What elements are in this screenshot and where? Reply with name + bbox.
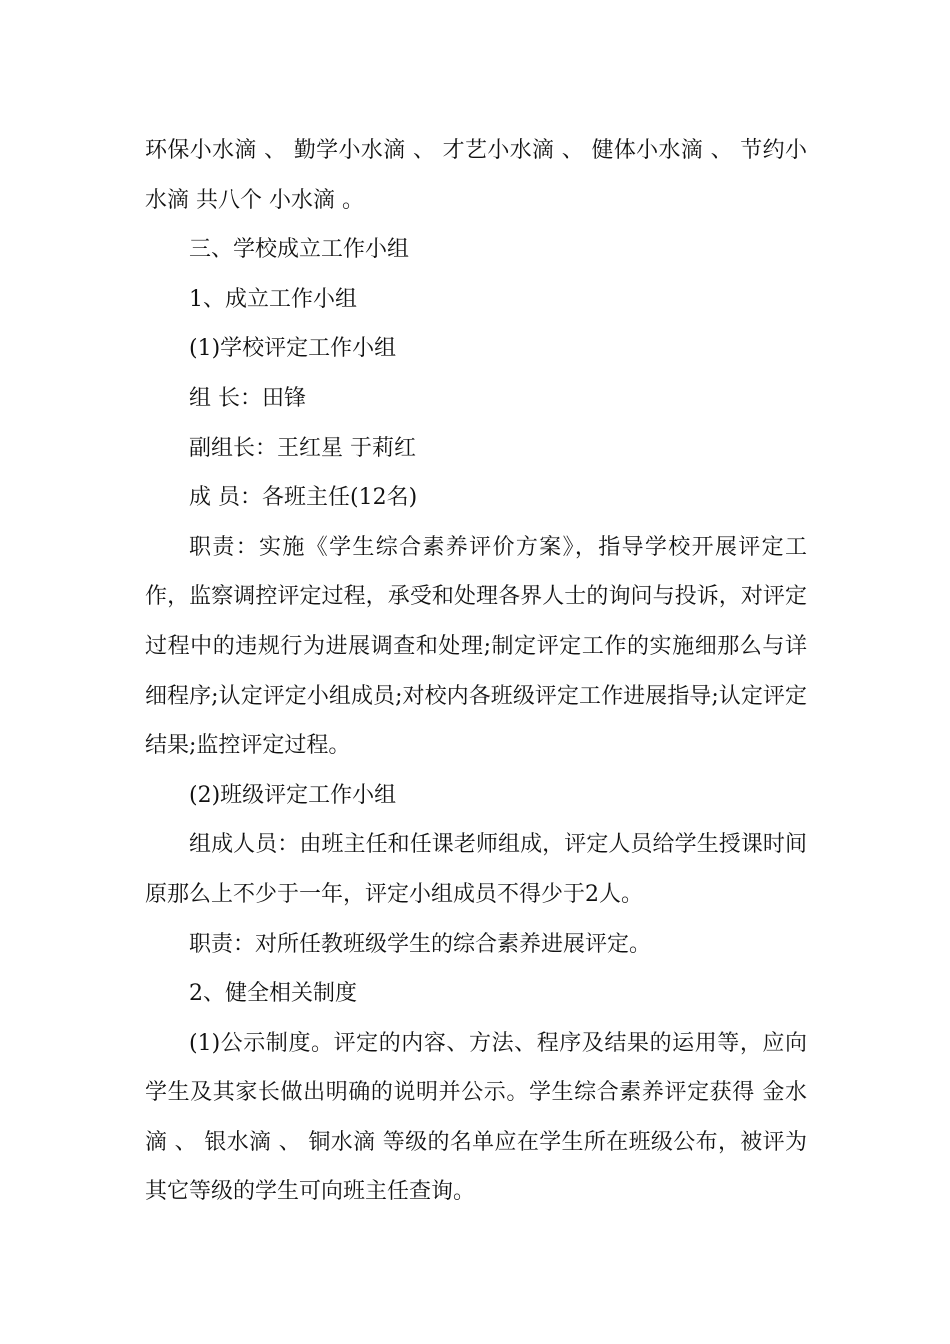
heading-school-group: (1)学校评定工作小组 [189, 336, 397, 362]
heading-class-group: (2)班级评定工作小组 [189, 782, 397, 808]
paragraph-class-members: 组成人员：由班主任和任课老师组成，评定人员给学生授课时间原那么上不少于一年，评定小组成员不得少于2人。 [145, 832, 807, 907]
heading-establish-group: 1、成立工作小组 [189, 286, 357, 312]
line-members: 成 员：各班主任(12名) [189, 485, 418, 511]
paragraph-publicity-system: (1)公示制度。评定的内容、方法、程序及结果的运用等，应向学生及其家长做出明确的说明并公示。学生综合素养评定获得 金水滴 、 银水滴 、 铜水滴 等级的名单应在学生所在班级公布，被评为其它等级的学生可向班主任查询。 [145, 1030, 807, 1205]
heading-related-systems: 2、健全相关制度 [189, 981, 357, 1007]
line-group-leader: 组 长：田锋 [189, 385, 306, 411]
heading-section-three: 三、学校成立工作小组 [189, 237, 410, 263]
paragraph-class-duties: 职责：对所任教班级学生的综合素养进展评定。 [189, 931, 652, 957]
paragraph-award-list: 环保小水滴 、 勤学小水滴 、 才艺小水滴 、 健体小水滴 、 节约小水滴 共八个 小水滴 。 [145, 138, 807, 213]
document-body [145, 126, 807, 1217]
line-deputy-leader: 副组长：王红星 于莉红 [189, 435, 416, 461]
paragraph-school-duties: 职责：实施《学生综合素养评价方案》，指导学校开展评定工作，监察调控评定过程，承受和处理各界人士的询问与投诉，对评定过程中的违规行为进展调查和处理;制定评定工作的实施细那么与详细程序;认定评定小组成员;对校内各班级评定工作进展指导;认定评定结果;监控评定过程。 [145, 534, 807, 759]
